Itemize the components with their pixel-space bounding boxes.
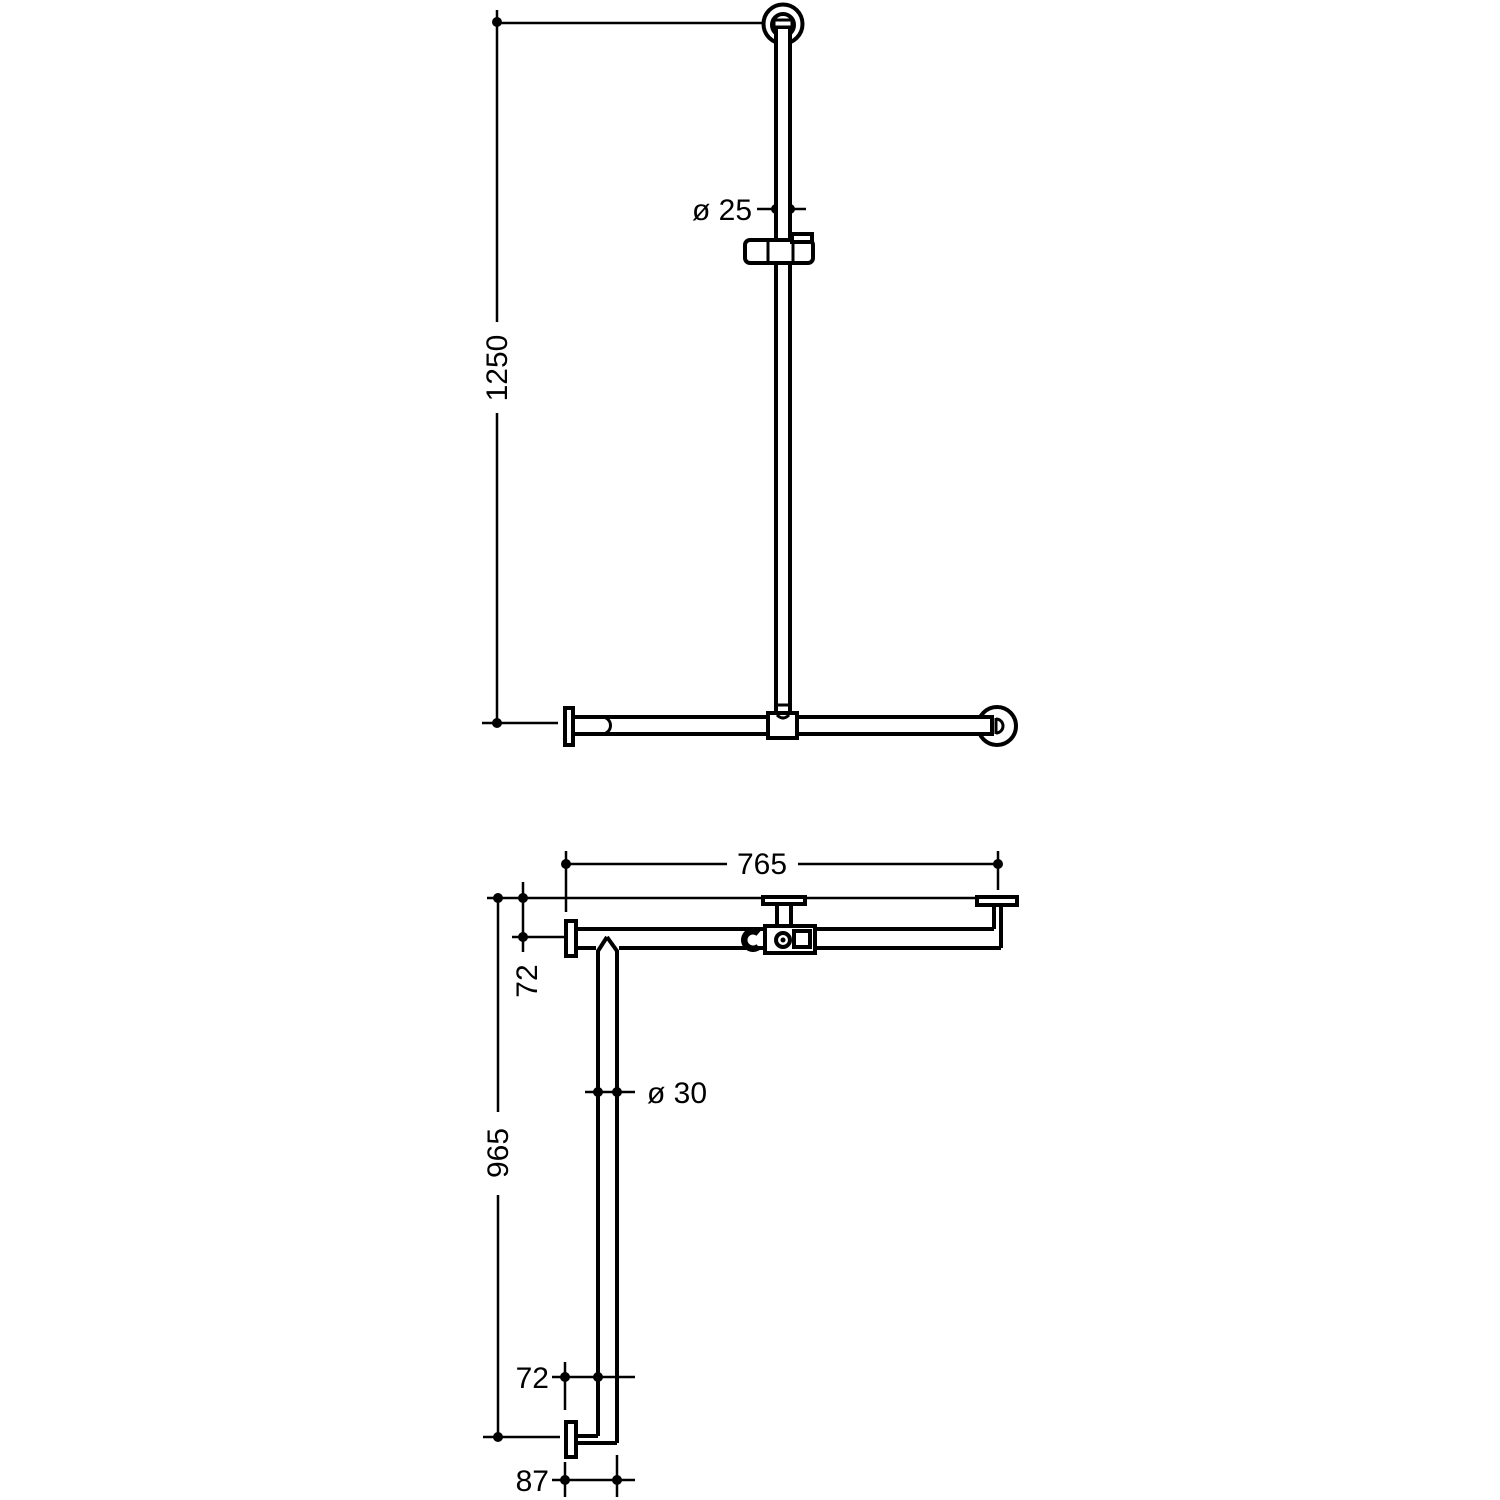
dim-endpoint-dot (560, 1475, 570, 1485)
top-rosette-slot (774, 20, 792, 27)
holder-screw-center (781, 938, 786, 943)
dim-rail-diameter-label: ø 25 (691, 194, 752, 227)
dim-rail-length-label: 1250 (481, 334, 514, 402)
dim-wall-to-edge-label: 87 (515, 1465, 549, 1498)
dim-endpoint-dot (561, 859, 571, 869)
dim-endpoint-dot (492, 718, 502, 728)
t-connector (768, 713, 797, 738)
shower-rail (776, 27, 790, 714)
dim-endpoint-dot (518, 932, 528, 942)
dim-side-length-label: 965 (482, 1127, 515, 1179)
left-wall-flange (565, 708, 573, 745)
dim-endpoint-dot (560, 1372, 570, 1382)
shower-head-holder (745, 234, 813, 263)
side-wall-flange-top (566, 921, 576, 956)
dim-wall-offset-bottom-label: 72 (515, 1362, 549, 1395)
bracket-plate (763, 897, 805, 904)
dim-endpoint-dot (993, 859, 1003, 869)
dim-endpoint-dot (493, 893, 503, 903)
holder-clamp-plan (794, 931, 810, 947)
dim-bar-length-label: 765 (736, 848, 788, 881)
dim-bar-diameter-label: ø 30 (647, 1077, 708, 1110)
holder-clamp-tab (792, 234, 812, 242)
dim-endpoint-dot (493, 1432, 503, 1442)
dim-endpoint-dot (612, 1475, 622, 1485)
bracket-plate (977, 897, 1017, 905)
dim-endpoint-dot (518, 893, 528, 903)
side-wall-flange-bottom (566, 1422, 576, 1457)
dim-endpoint-dot (492, 17, 502, 27)
dim-wall-offset-top-label: 72 (511, 964, 544, 998)
